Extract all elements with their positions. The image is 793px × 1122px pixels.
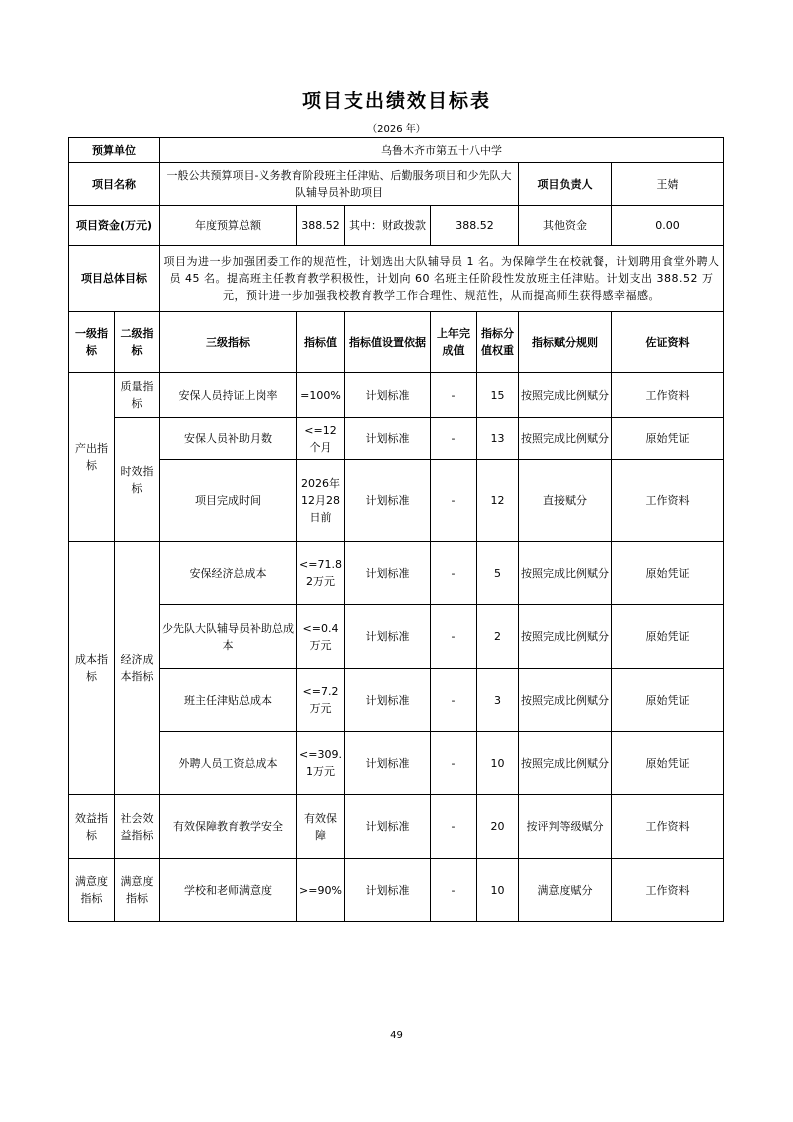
header-rule: 指标赋分规则 [519, 312, 612, 373]
unit-label: 预算单位 [69, 138, 160, 163]
goal-row [69, 246, 724, 312]
annual-budget-label: 年度预算总额 [160, 206, 297, 246]
annual-budget-value: 388.52 [297, 206, 345, 246]
rule-cell: 按评判等级赋分 [519, 795, 612, 859]
weight-cell: 10 [477, 859, 519, 922]
last-cell: - [431, 605, 477, 669]
page-title: 项目支出绩效目标表 [301, 90, 491, 112]
header-l3: 三级指标 [160, 312, 297, 373]
weight-cell: 5 [477, 542, 519, 605]
unit-value: 乌鲁木齐市第五十八中学 [160, 138, 724, 163]
basis-cell: 计划标准 [345, 373, 431, 418]
header-l2: 二级指标 [115, 312, 160, 373]
value-cell: <=12个月 [297, 418, 345, 460]
table-row [69, 542, 724, 605]
header-row [69, 312, 724, 373]
value-cell: <=0.4万元 [297, 605, 345, 669]
l3-cell: 项目完成时间 [160, 460, 297, 542]
weight-cell: 3 [477, 669, 519, 732]
project-owner-label: 项目负责人 [519, 163, 612, 206]
last-cell: - [431, 795, 477, 859]
fiscal-value: 388.52 [431, 206, 519, 246]
performance-table [68, 137, 724, 922]
value-cell: <=7.2万元 [297, 669, 345, 732]
weight-cell: 10 [477, 732, 519, 795]
goal-label: 项目总体目标 [69, 246, 160, 312]
rule-cell: 按照完成比例赋分 [519, 669, 612, 732]
goal-text: 项目为进一步加强团委工作的规范性，计划选出大队辅导员 1 名。为保障学生在校就餐，计划聘用食堂外聘人员 45 名。提高班主任教育教学积极性，计划向 60 名班主任阶段性发放班主任津贴。计划支出 388.52 万元，预计进一步加强我校教育教学工作合理性、规范性，从而提高师生获得感幸福感。 [160, 246, 724, 312]
basis-cell: 计划标准 [345, 859, 431, 922]
weight-cell: 15 [477, 373, 519, 418]
basis-cell: 计划标准 [345, 542, 431, 605]
funds-row [69, 206, 724, 246]
table-row [69, 732, 724, 795]
l3-cell: 班主任津贴总成本 [160, 669, 297, 732]
table-row [69, 373, 724, 418]
basis-cell: 计划标准 [345, 732, 431, 795]
l3-cell: 安保经济总成本 [160, 542, 297, 605]
table-row [69, 795, 724, 859]
rule-cell: 按照完成比例赋分 [519, 418, 612, 460]
year-label: （2026 年） [367, 124, 426, 135]
evidence-cell: 原始凭证 [612, 605, 724, 669]
weight-cell: 2 [477, 605, 519, 669]
other-funds-label: 其他资金 [519, 206, 612, 246]
header-basis: 指标值设置依据 [345, 312, 431, 373]
basis-cell: 计划标准 [345, 669, 431, 732]
group-econ-cost: 经济成本指标 [115, 542, 160, 795]
group-time: 时效指标 [115, 418, 160, 542]
weight-cell: 20 [477, 795, 519, 859]
rule-cell: 按照完成比例赋分 [519, 373, 612, 418]
fiscal-label: 其中：财政拨款 [345, 206, 431, 246]
group-satisfaction: 满意度指标 [69, 859, 115, 922]
basis-cell: 计划标准 [345, 418, 431, 460]
unit-row [69, 138, 724, 163]
value-cell: >=90% [297, 859, 345, 922]
group-cost: 成本指标 [69, 542, 115, 795]
value-cell: <=309.1万元 [297, 732, 345, 795]
header-weight: 指标分值权重 [477, 312, 519, 373]
project-row [69, 163, 724, 206]
project-name-label: 项目名称 [69, 163, 160, 206]
value-cell: <=71.82万元 [297, 542, 345, 605]
group-quality: 质量指标 [115, 373, 160, 418]
basis-cell: 计划标准 [345, 605, 431, 669]
group-social: 社会效益指标 [115, 795, 160, 859]
evidence-cell: 工作资料 [612, 859, 724, 922]
last-cell: - [431, 373, 477, 418]
table-row [69, 418, 724, 460]
group-benefit: 效益指标 [69, 795, 115, 859]
last-cell: - [431, 542, 477, 605]
weight-cell: 12 [477, 460, 519, 542]
table-row [69, 605, 724, 669]
last-cell: - [431, 669, 477, 732]
group-output: 产出指标 [69, 373, 115, 542]
l3-cell: 学校和老师满意度 [160, 859, 297, 922]
header-evidence: 佐证资料 [612, 312, 724, 373]
other-funds-value: 0.00 [612, 206, 724, 246]
evidence-cell: 工作资料 [612, 795, 724, 859]
page-number: 49 [390, 1030, 403, 1041]
l3-cell: 有效保障教育教学安全 [160, 795, 297, 859]
evidence-cell: 原始凭证 [612, 732, 724, 795]
basis-cell: 计划标准 [345, 795, 431, 859]
project-owner: 王婧 [612, 163, 724, 206]
table-row [69, 460, 724, 542]
value-cell: =100% [297, 373, 345, 418]
rule-cell: 按照完成比例赋分 [519, 542, 612, 605]
weight-cell: 13 [477, 418, 519, 460]
header-value: 指标值 [297, 312, 345, 373]
l3-cell: 安保人员持证上岗率 [160, 373, 297, 418]
evidence-cell: 原始凭证 [612, 542, 724, 605]
l3-cell: 外聘人员工资总成本 [160, 732, 297, 795]
last-cell: - [431, 418, 477, 460]
rule-cell: 按照完成比例赋分 [519, 732, 612, 795]
evidence-cell: 工作资料 [612, 373, 724, 418]
last-cell: - [431, 732, 477, 795]
evidence-cell: 原始凭证 [612, 418, 724, 460]
evidence-cell: 工作资料 [612, 460, 724, 542]
rule-cell: 直接赋分 [519, 460, 612, 542]
group-satisfaction-2: 满意度指标 [115, 859, 160, 922]
basis-cell: 计划标准 [345, 460, 431, 542]
header-last: 上年完成值 [431, 312, 477, 373]
rule-cell: 按照完成比例赋分 [519, 605, 612, 669]
value-cell: 2026年12月28日前 [297, 460, 345, 542]
project-name: 一般公共预算项目-义务教育阶段班主任津贴、后勤服务项目和少先队大队辅导员补助项目 [160, 163, 519, 206]
l3-cell: 安保人员补助月数 [160, 418, 297, 460]
l3-cell: 少先队大队辅导员补助总成本 [160, 605, 297, 669]
header-l1: 一级指标 [69, 312, 115, 373]
evidence-cell: 原始凭证 [612, 669, 724, 732]
rule-cell: 满意度赋分 [519, 859, 612, 922]
funds-label: 项目资金(万元) [69, 206, 160, 246]
last-cell: - [431, 460, 477, 542]
table-row [69, 669, 724, 732]
value-cell: 有效保障 [297, 795, 345, 859]
last-cell: - [431, 859, 477, 922]
table-row [69, 859, 724, 922]
